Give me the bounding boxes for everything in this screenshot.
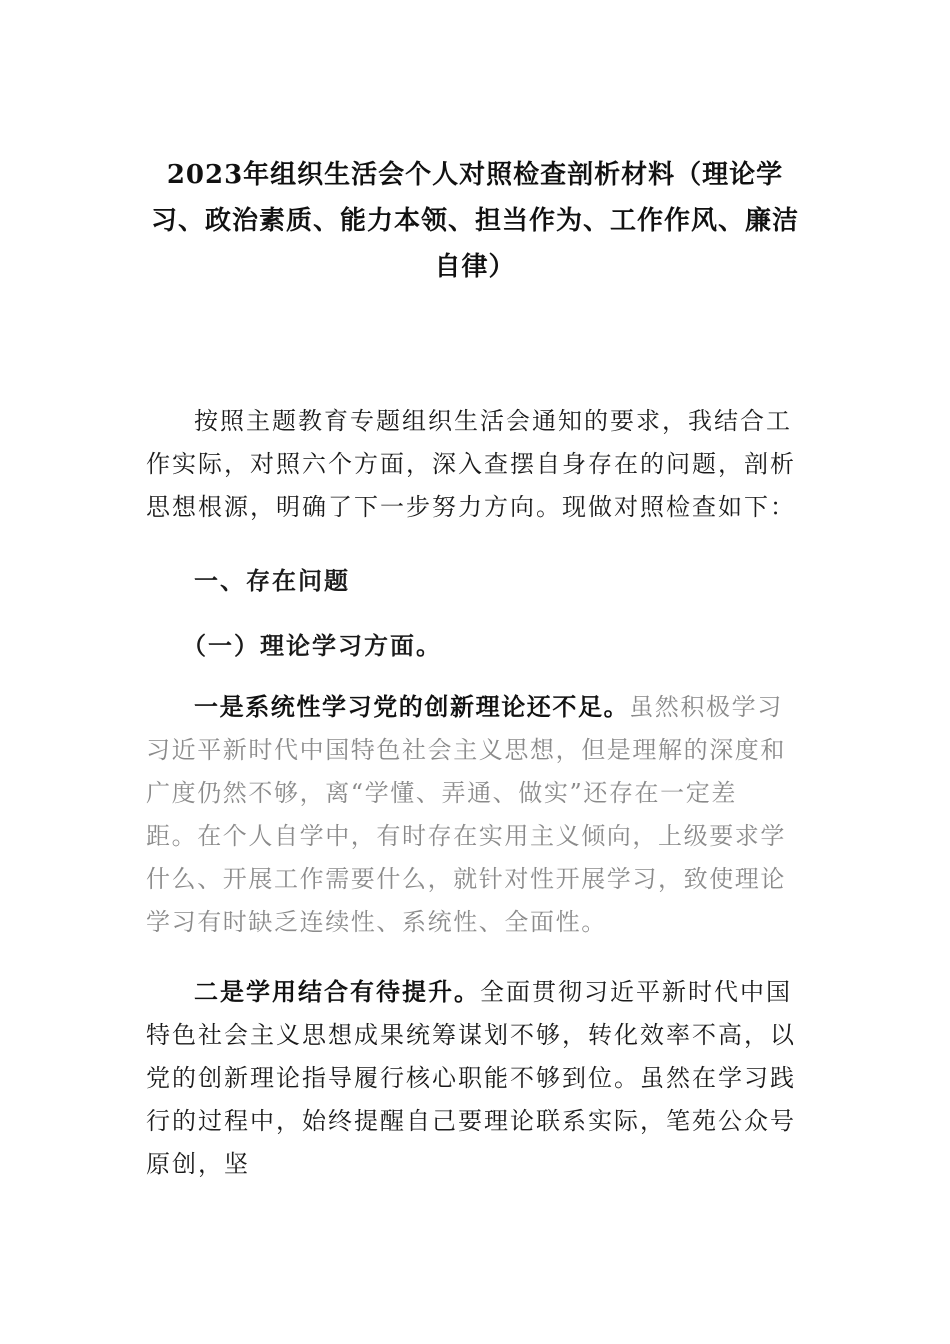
problem-item-1 — [146, 685, 786, 944]
problem-item-2-lead: 二是学用结合有待提升。 — [194, 977, 480, 1006]
subsection-heading: （一）理论学习方面。 — [182, 631, 442, 660]
document-title: 2023年组织生活会个人对照检查剖析材料（理论学习、政治素质、能力本领、担当作为、工作作风、廉洁自律） — [150, 160, 799, 282]
document-body — [146, 400, 810, 1186]
problem-item-1-lead: 一是系统性学习党的创新理论还不足。 — [194, 692, 630, 721]
problem-item-2-text: 全面贯彻习近平新时代中国特色社会主义思想成果统筹谋划不够，转化效率不高，以党的创新理论指导履行核心职能不够到位。虽然在学习践行的过程中，始终提醒自己要理论联系实际，笔苑公众号原创，坚 — [146, 978, 796, 1178]
problem-item-1-text: 虽然积极学习习近平新时代中国特色社会主义思想，但是理解的深度和广度仍然不够，离“学懂、弄通、做实”还存在一定差距。在个人自学中，有时存在实用主义倾向，上级要求学什么、开展工作需要什么，就针对性开展学习，致使理论学习有时缺乏连续性、系统性、全面性。 — [146, 693, 786, 936]
problem-item-2 — [146, 970, 810, 1186]
intro-paragraph: 按照主题教育专题组织生活会通知的要求，我结合工作实际，对照六个方面，深入查摆自身存在的问题，剖析思想根源，明确了下一步努力方向。现做对照检查如下： — [146, 407, 796, 521]
section-heading: 一、存在问题 — [194, 566, 350, 595]
